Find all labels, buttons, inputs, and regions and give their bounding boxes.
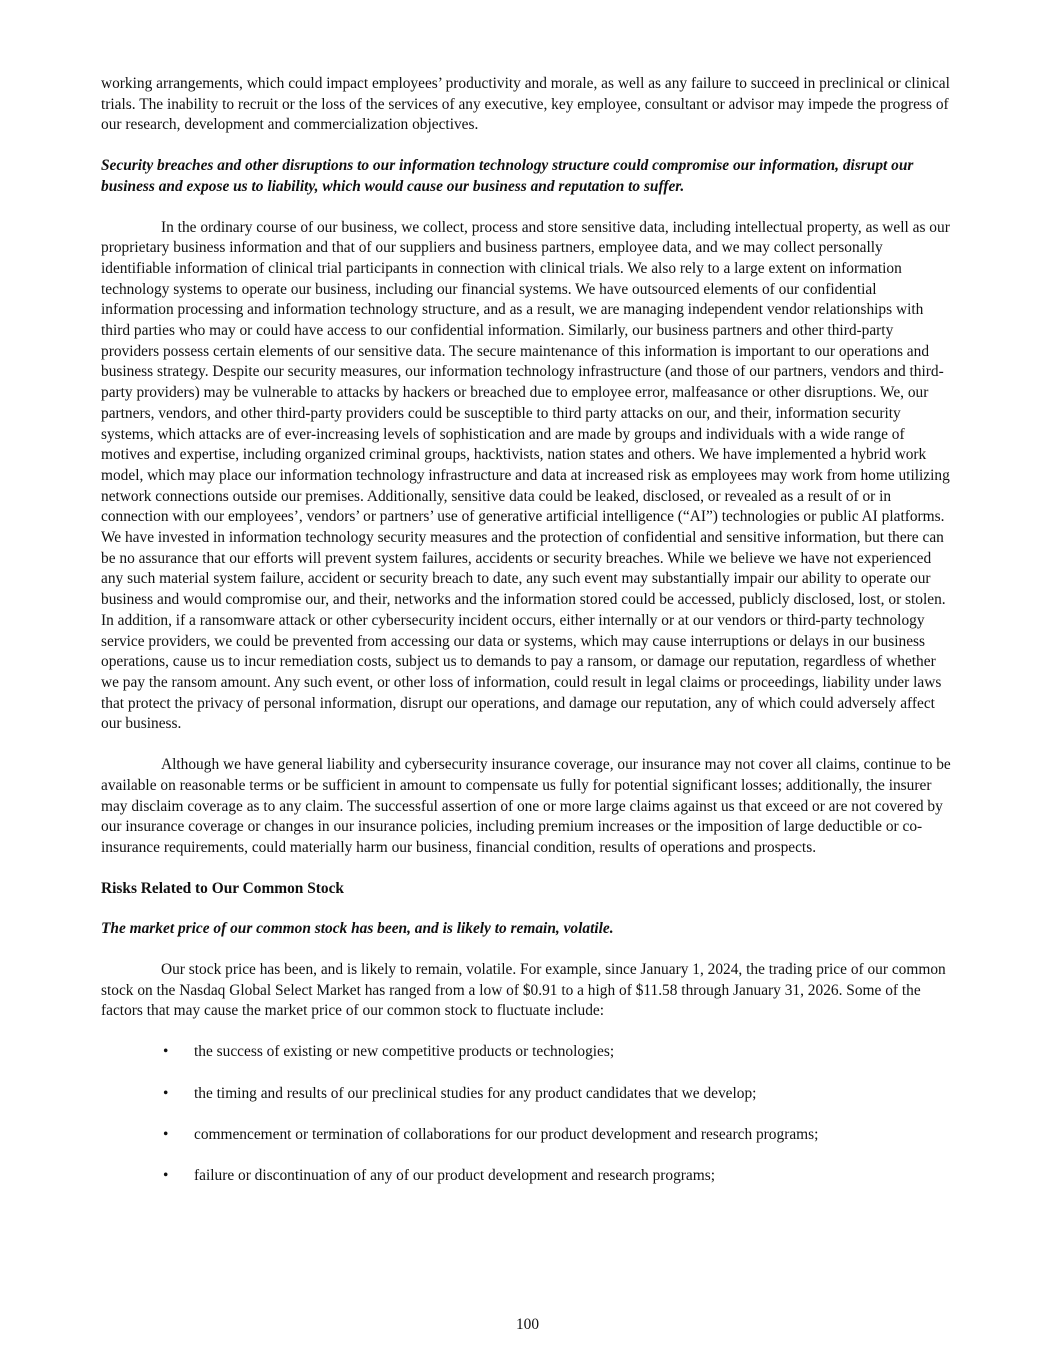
paragraph-continuation: working arrangements, which could impact employees’ productivity and morale, as well as any failure to succeed in preclinical or clinical trials. The inability to recruit or the loss of the services of any executive, key employee, consultant or advisor may impede the progress of our research, development and commercialization objectives. [101, 75, 950, 134]
bullet-icon: • [163, 1167, 169, 1185]
paragraph-security-data: In the ordinary course of our business, we collect, process and store sensitive data, including intellectual property, as well as our proprietary business information and that of our suppliers and business partners, employee data, and we may collect personally identifiable information of clinical trial participants in connection with clinical trials. We also rely to a large extent on information technology systems to operate our business, including our financial systems. We have outsourced elements of our confidential information processing and information technology structure, and as a result, we are managing independent vendor relationships with third parties who may or could have access to our confidential information. Similarly, our business partners and other third-party providers possess certain elements of our sensitive data. The secure maintenance of this information is important to our operations and business strategy. Despite our security measures, our information technology infrastructure (and those of our partners, vendors and third-party providers) may be vulnerable to attacks by hackers or breached due to employee error, malfeasance or other disruptions. We, our partners, vendors, and other third-party providers could be susceptible to third party attacks on our, and their, information security systems, which attacks are of ever-increasing levels of sophistication and are made by groups and individuals with a wide range of motives and expertise, including organized criminal groups, hacktivists, nation states and others. We have implemented a hybrid work model, which may place our information technology infrastructure and data at increased risk as employees may work from home utilizing network connections outside our premises. Additionally, sensitive data could be leaked, disclosed, or revealed as a result of or in connection with our employees’, vendors’ or partners’ use of generative artificial intelligence (“AI”) technologies or public AI platforms. We have invested in information technology security measures and the protection of confidential and sensitive information, but there can be no assurance that our efforts will prevent system failures, accidents or security breaches. While we believe we have not experienced any such material system failure, accident or security breach to date, any such event may substantially impair our ability to operate our business and would compromise our, and their, networks and the information stored could be accessed, publicly disclosed, lost, or stolen. In addition, if a ransomware attack or other cybersecurity incident occurs, either internally or at our vendors or third-party technology service providers, we could be prevented from accessing our data or systems, which may cause interruptions or delays in our business operations, cause us to incur remediation costs, subject us to demands to pay a ransom, or damage our reputation, regardless of whether we pay the ransom amount. Any such event, or other loss of information, could result in legal claims or proceedings, liability under laws that protect the privacy of personal information, disrupt our operations, and damage our reputation, any of which could adversely affect our business. [101, 218, 950, 733]
risk-heading-market-price: The market price of our common stock has been, and is likely to remain, volatile. [101, 920, 614, 938]
paragraph-insurance: Although we have general liability and cybersecurity insurance coverage, our insurance may not cover all claims, continue to be available on reasonable terms or be sufficient in amount to compensate us fully for potential significant losses; additionally, the insurer may disclaim coverage as to any claim. The successful assertion of one or more large claims against us that exceed or are not covered by our insurance coverage or changes in our insurance policies, including premium increases or the imposition of large deductible or co-insurance requirements, could materially harm our business, financial condition, results of operations and prospects. [101, 756, 951, 856]
section-heading-common-stock: Risks Related to Our Common Stock [101, 879, 344, 897]
list-item: • the timing and results of our preclinical studies for any product candidates that we develop; [101, 1084, 953, 1105]
document-page [101, 74, 953, 1208]
paragraph-stock-price: Our stock price has been, and is likely to remain, volatile. For example, since January 1, 2024, the trading price of our common stock on the Nasdaq Global Select Market has ranged from a low of $0.91 to a high of $11.58 through January 31, 2026. Some of the factors that may cause the market price of our common stock to fluctuate include: [101, 961, 946, 1020]
factor-list [101, 1042, 953, 1187]
bullet-icon: • [163, 1084, 169, 1102]
bullet-icon: • [163, 1043, 169, 1061]
list-item: • the success of existing or new competitive products or technologies; [101, 1042, 953, 1063]
list-item: • failure or discontinuation of any of our product development and research programs; [101, 1166, 953, 1187]
bullet-icon: • [163, 1125, 169, 1143]
page-number: 100 [515, 1316, 540, 1333]
list-item: • commencement or termination of collaborations for our product development and research programs; [101, 1125, 953, 1146]
risk-heading-security-breaches: Security breaches and other disruptions to our information technology structure could compromise our information, disrupt our business and expose us to liability, which would cause our business and reputation to suffer. [101, 157, 914, 195]
